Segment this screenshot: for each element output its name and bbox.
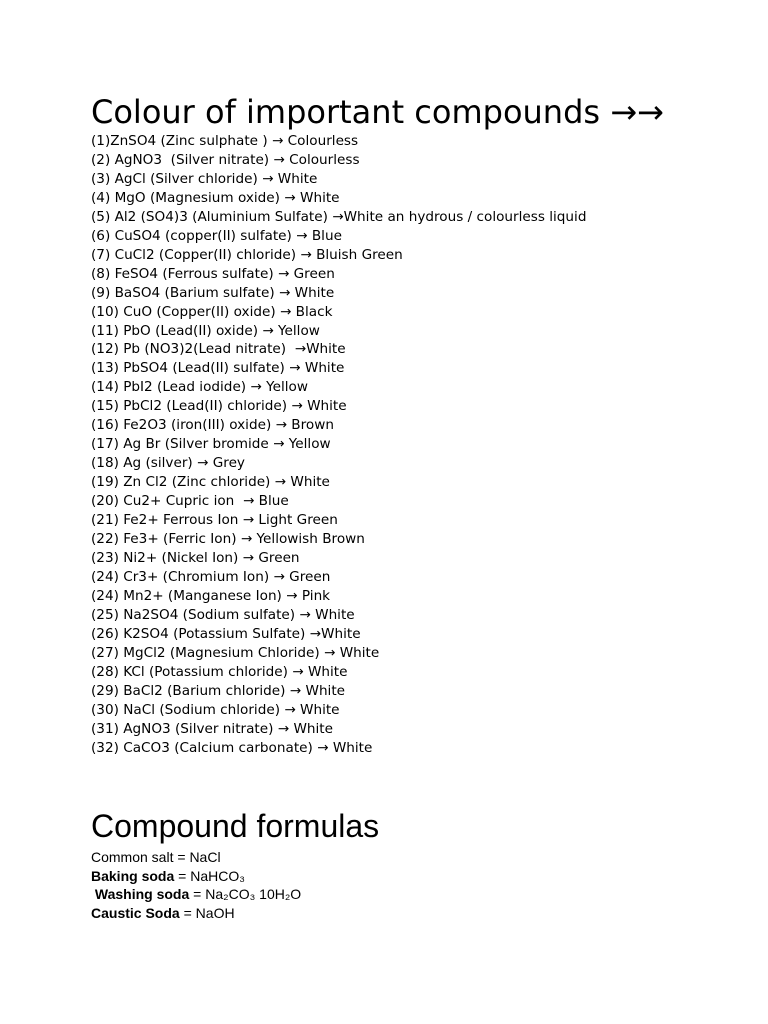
formula-separator: = [173,849,190,865]
list-item: (19) Zn Cl2 (Zinc chloride) → White [91,474,330,491]
formula-separator: = [174,867,191,884]
list-item: (30) NaCl (Sodium chloride) → White [91,701,340,718]
list-item: (14) PbI2 (Lead iodide) → Yellow [91,379,308,396]
formulas-heading: Compound formulas [91,808,380,844]
list-item: (26) K2SO4 (Potassium Sulfate) →White [91,625,361,642]
list-item: (11) PbO (Lead(II) oxide) → Yellow [91,322,320,339]
formula-baking-soda [91,867,301,886]
list-item: (12) Pb (NO3)2(Lead nitrate) →White [91,341,346,358]
list-item: (32) CaCO3 (Calcium carbonate) → White [91,739,373,756]
list-item: (9) BaSO4 (Barium sulfate) → White [91,284,335,301]
formula-separator: = [179,904,196,921]
list-item: (15) PbCl2 (Lead(II) chloride) → White [91,398,347,415]
list-item: (17) Ag Br (Silver bromide → Yellow [91,436,331,453]
formula-separator: = [189,886,206,902]
list-item: (8) FeSO4 (Ferrous sulfate) → Green [91,265,335,282]
list-item: (16) Fe2O3 (iron(III) oxide) → Brown [91,417,334,434]
list-item: (29) BaCl2 (Barium chloride) → White [91,682,346,699]
list-item: (28) KCl (Potassium chloride) → White [91,663,348,680]
list-item: (2) AgNO3 (Silver nitrate) → Colourless [91,151,360,168]
list-item: (25) Na2SO4 (Sodium sulfate) → White [91,606,355,623]
list-item: (5) Al2 (SO4)3 (Aluminium Sulfate) →White an hydrous / colourless liquid [91,208,587,225]
formula-washing-soda [91,885,301,904]
list-item: (31) AgNO3 (Silver nitrate) → White [91,720,333,737]
colours-heading: Colour of important compounds →→ [91,93,664,131]
formula-name: Washing soda [91,886,190,902]
colour-list [91,132,751,757]
formula-name: Common salt [91,849,174,865]
list-item: (20) Cu2+ Cupric ion → Blue [91,493,289,510]
list-item: (13) PbSO4 (Lead(II) sulfate) → White [91,360,345,377]
list-item: (18) Ag (silver) → Grey [91,455,245,472]
list-item: (10) CuO (Copper(II) oxide) → Black [91,303,333,320]
formula-list [91,848,301,922]
formula-value: NaOH [195,904,235,921]
formula-common-salt [91,848,301,867]
list-item: (23) Ni2+ (Nickel Ion) → Green [91,549,300,566]
list-item: (6) CuSO4 (copper(II) sulfate) → Blue [91,227,342,244]
list-item: (24) Mn2+ (Manganese Ion) → Pink [91,587,331,604]
list-item: (7) CuCl2 (Copper(II) chloride) → Bluish Green [91,246,403,263]
formula-caustic-soda [91,904,301,923]
list-item: (21) Fe2+ Ferrous Ion → Light Green [91,512,338,529]
formula-value: NaCl [189,849,221,865]
formula-value: NaHCO₃ [190,867,245,884]
list-item: (22) Fe3+ (Ferric Ion) → Yellowish Brown [91,531,365,548]
list-item: (3) AgCl (Silver chloride) → White [91,170,318,187]
formula-name: Caustic Soda [91,904,180,921]
list-item: (1)ZnSO4 (Zinc sulphate ) → Colourless [91,133,359,149]
list-item: (24) Cr3+ (Chromium Ion) → Green [91,568,331,585]
document-page [91,92,751,921]
formula-value: Na₂CO₃ 10H₂O [205,886,302,902]
formula-name: Baking soda [91,867,175,884]
list-item: (27) MgCl2 (Magnesium Chloride) → White [91,644,380,661]
list-item: (4) MgO (Magnesium oxide) → White [91,189,340,206]
